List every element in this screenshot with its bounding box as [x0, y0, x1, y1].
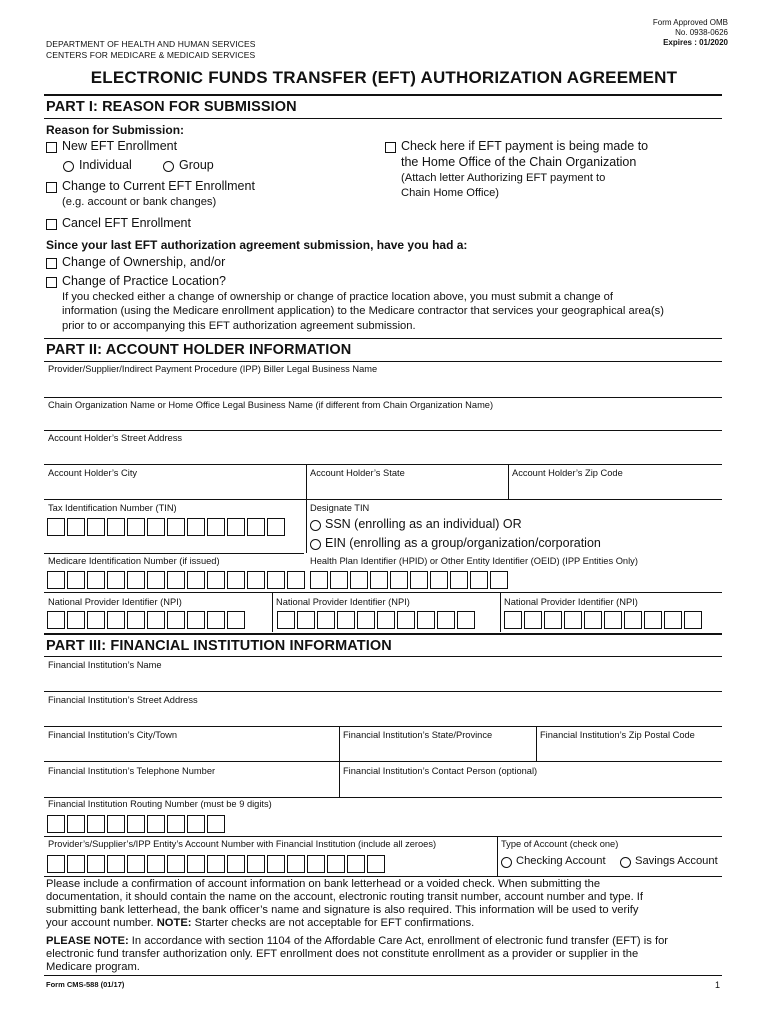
please-note-line-1: In accordance with section 1104 of the Affordable Care Act, enrollment of electronic fund transfer (EFT) is for	[128, 935, 669, 947]
home-office-checkbox[interactable]	[385, 142, 396, 153]
fi-phone-label: Financial Institution’s Telephone Number	[48, 766, 216, 776]
since-label: Since your last EFT authorization agreement submission, have you had a:	[46, 238, 468, 252]
confirmation-line-1: Please include a confirmation of account information on bank letterhead or a voided check. When submitting the	[46, 878, 601, 890]
home-office-line-4: Chain Home Office)	[401, 187, 500, 199]
medicare-id-boxes[interactable]	[47, 571, 307, 589]
npi-label-2: National Provider Identifier (NPI)	[276, 597, 410, 607]
form-title: ELECTRONIC FUNDS TRANSFER (EFT) AUTHORIZATION AGREEMENT	[90, 68, 678, 87]
fi-state-label: Financial Institution’s State/Province	[343, 730, 493, 740]
savings-radio[interactable]	[620, 857, 631, 868]
fi-city-label: Financial Institution’s City/Town	[48, 730, 178, 740]
fi-phone-rule	[44, 797, 722, 798]
title-rule	[44, 94, 722, 96]
change-location-label: Change of Practice Location?	[62, 274, 226, 288]
medicare-row-rule	[44, 592, 722, 593]
part2-heading: PART II: ACCOUNT HOLDER INFORMATION	[46, 342, 352, 358]
please-note-paragraph	[46, 935, 722, 974]
fi-zip-label: Financial Institution’s Zip Postal Code	[540, 730, 695, 740]
omb-line-2: No. 0938-0626	[675, 28, 728, 37]
part2-rule	[44, 361, 722, 362]
ein-radio[interactable]	[310, 539, 321, 550]
designate-tin-label: Designate TIN	[310, 503, 370, 513]
individual-label: Individual	[79, 158, 132, 172]
omb-approval	[653, 18, 728, 48]
state-label: Account Holder’s State	[310, 468, 405, 478]
instruction-line-3: prior to or accompanying this EFT authorization agreement submission.	[62, 320, 416, 332]
city-row-rule	[44, 499, 722, 500]
npi-boxes-2[interactable]	[277, 611, 477, 629]
ein-label: EIN (enrolling as a group/organization/corporation	[325, 536, 601, 550]
account-number-boxes[interactable]	[47, 855, 387, 873]
npi-boxes-1[interactable]	[47, 611, 247, 629]
part3-rule	[44, 656, 722, 657]
change-current-note: (e.g. account or bank changes)	[62, 196, 217, 208]
home-office-line-3: (Attach letter Authorizing EFT payment to	[401, 172, 606, 184]
fi-name-rule	[44, 691, 722, 692]
routing-rule	[44, 836, 722, 837]
medicare-id-label: Medicare Identification Number (if issued)	[48, 556, 220, 566]
department-name	[46, 39, 256, 61]
please-note-line-2: electronic fund transfer authorization only. EFT enrollment does not constitute enrollment as a provider or supplier in the	[46, 948, 639, 960]
new-eft-label: New EFT Enrollment	[62, 139, 178, 153]
city-label: Account Holder’s City	[48, 468, 138, 478]
hpid-boxes[interactable]	[310, 571, 510, 589]
dept-line-1: DEPARTMENT OF HEALTH AND HUMAN SERVICES	[46, 39, 256, 49]
zip-label: Account Holder’s Zip Code	[512, 468, 623, 478]
change-ownership-checkbox[interactable]	[46, 258, 57, 269]
chain-name-label: Chain Organization Name or Home Office Legal Business Name (if different from Chain Organization Name)	[48, 400, 494, 410]
home-office-line-2: the Home Office of the Chain Organization	[401, 155, 637, 169]
confirmation-line-4-pre: your account number.	[46, 917, 157, 929]
hpid-label: Health Plan Identifier (HPID) or Other Entity Identifier (OEID) (IPP Entities Only)	[310, 556, 638, 566]
fi-street-rule	[44, 726, 722, 727]
cancel-eft-checkbox[interactable]	[46, 219, 57, 230]
new-eft-checkbox[interactable]	[46, 142, 57, 153]
instruction-line-2: information (using the Medicare enrollment application) to the Medicare contractor that services your geographical area(s)	[62, 305, 664, 317]
page-number: 1	[714, 980, 720, 990]
checking-label: Checking Account	[516, 855, 606, 867]
part2-top-rule	[44, 338, 722, 339]
checking-radio[interactable]	[501, 857, 512, 868]
account-type-label: Type of Account (check one)	[501, 839, 619, 849]
part1-heading: PART I: REASON FOR SUBMISSION	[46, 99, 297, 115]
fi-contact-label: Financial Institution’s Contact Person (optional)	[343, 766, 538, 776]
confirmation-note-label: NOTE:	[156, 917, 192, 929]
fi-street-label: Financial Institution’s Street Address	[48, 695, 198, 705]
tin-boxes[interactable]	[47, 518, 287, 536]
routing-label: Financial Institution Routing Number (must be 9 digits)	[48, 799, 272, 809]
instruction-line-1: If you checked either a change of ownership or change of practice location above, you must submit a change of	[62, 291, 614, 303]
footer-rule	[44, 975, 722, 976]
group-label: Group	[179, 158, 214, 172]
street-rule	[44, 464, 722, 465]
dept-line-2: CENTERS FOR MEDICARE & MEDICAID SERVICES	[46, 50, 256, 60]
group-radio[interactable]	[163, 161, 174, 172]
tin-label: Tax Identification Number (TIN)	[48, 503, 177, 513]
account-rule	[44, 876, 722, 877]
confirmation-line-3: submitting bank letterhead, the bank officer’s name and signature is also required. This information will be used to verify	[46, 904, 639, 916]
ssn-radio[interactable]	[310, 520, 321, 531]
fi-name-label: Financial Institution’s Name	[48, 660, 162, 670]
individual-radio[interactable]	[63, 161, 74, 172]
routing-boxes[interactable]	[47, 815, 227, 833]
reason-label: Reason for Submission:	[46, 123, 185, 137]
please-note-label: PLEASE NOTE:	[46, 935, 129, 947]
npi-label-3: National Provider Identifier (NPI)	[504, 597, 638, 607]
legal-name-label: Provider/Supplier/Indirect Payment Procedure (IPP) Biller Legal Business Name	[48, 364, 378, 374]
street-label: Account Holder’s Street Address	[48, 433, 183, 443]
part3-heading: PART III: FINANCIAL INSTITUTION INFORMATION	[46, 638, 392, 654]
tin-rule	[44, 553, 304, 554]
account-number-label: Provider’s/Supplier’s/IPP Entity’s Account Number with Financial Institution (include all zeroes)	[48, 839, 437, 849]
part3-top-rule	[44, 633, 722, 635]
ssn-label: SSN (enrolling as an individual) OR	[325, 517, 522, 531]
confirmation-paragraph	[46, 878, 722, 930]
fi-city-rule	[44, 761, 722, 762]
npi-label-1: National Provider Identifier (NPI)	[48, 597, 182, 607]
change-current-checkbox[interactable]	[46, 182, 57, 193]
part1-rule	[44, 118, 722, 119]
omb-line-1: Form Approved OMB	[652, 18, 728, 27]
please-note-line-3: Medicare program.	[46, 961, 140, 973]
home-office-line-1: Check here if EFT payment is being made to	[401, 139, 649, 153]
change-location-checkbox[interactable]	[46, 277, 57, 288]
chain-name-rule	[44, 430, 722, 431]
cancel-eft-label: Cancel EFT Enrollment	[62, 216, 191, 230]
confirmation-line-2: documentation, it should contain the name on the account, electronic routing transit number, account number and type. If	[46, 891, 644, 903]
change-current-label: Change to Current EFT Enrollment	[62, 179, 255, 193]
confirmation-line-4-post: Starter checks are not acceptable for EFT confirmations.	[191, 917, 475, 929]
omb-expires: Expires : 01/2020	[663, 38, 728, 47]
npi-boxes-3[interactable]	[504, 611, 704, 629]
form-number: Form CMS-588 (01/17)	[46, 980, 125, 989]
change-ownership-label: Change of Ownership, and/or	[62, 255, 226, 269]
savings-label: Savings Account	[635, 855, 718, 867]
legal-name-rule	[44, 397, 722, 398]
